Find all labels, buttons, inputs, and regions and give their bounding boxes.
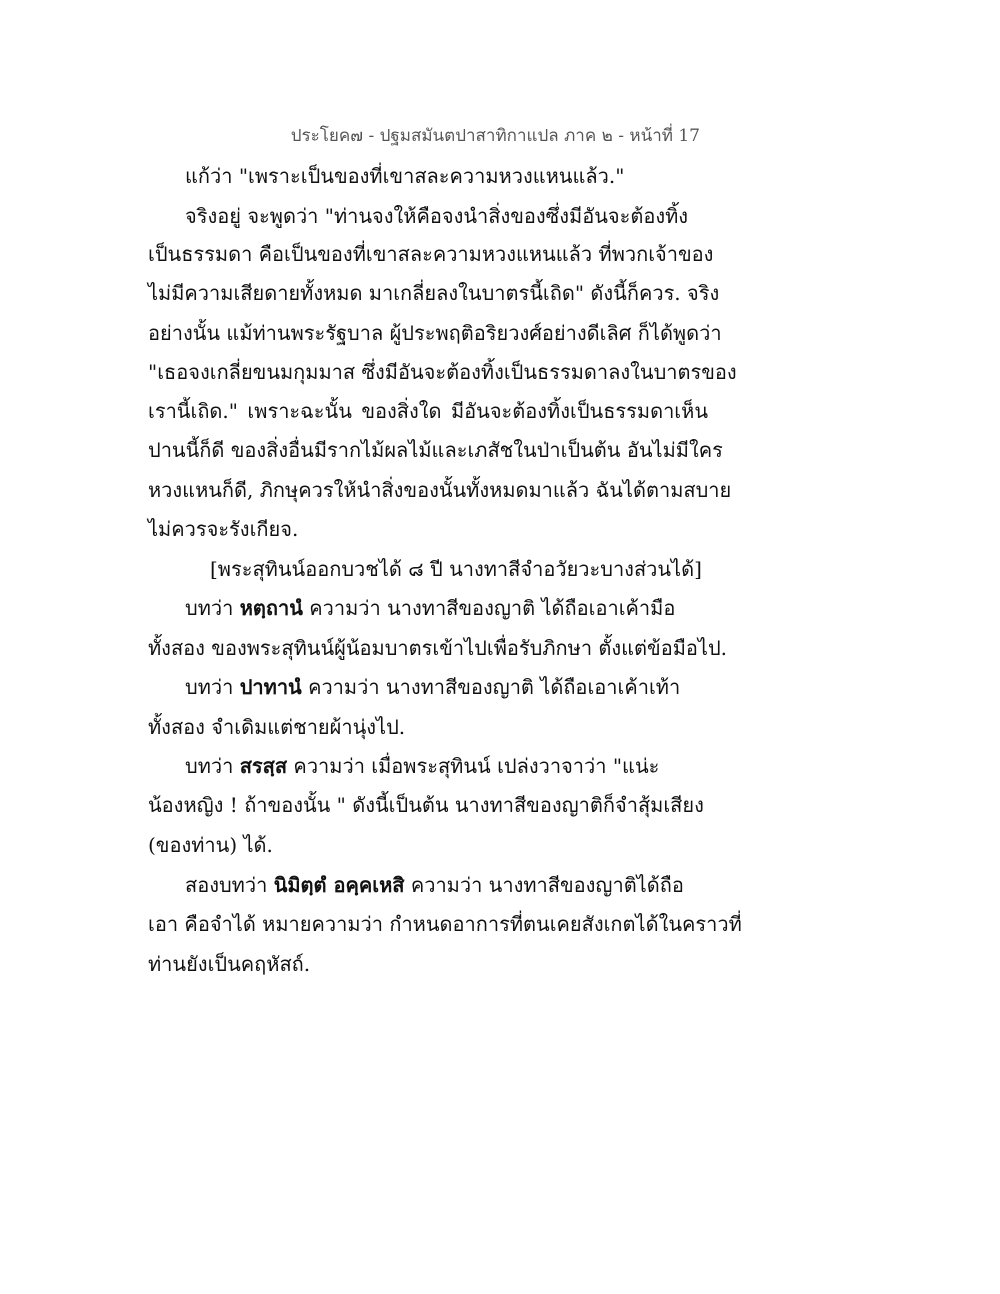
text-line: จริงอยู่ จะพูดว่า "ท่านจงให้คือจงนำสิ่งของซึ่งมีอันจะต้องทิ้ง [185,204,689,228]
text-line: แก้ว่า "เพราะเป็นของที่เขาสละความหวงแหนแล้ว." [185,164,625,188]
section-heading: [พระสุทินน์ออกบวชได้ ๘ ปี นางทาสีจำอวัยวะบางส่วนได้] [210,557,702,581]
term-prefix: บทว่า [185,596,240,620]
text-line: เอา คือจำได้ หมายความว่า กำหนดอาการที่ตนเคยสังเกตได้ในคราวที่ [148,912,742,936]
term-gloss: ความว่า เมื่อพระสุทินน์ เปล่งวาจาว่า "แน่ะ [287,754,660,778]
text-line: เรานี้เถิด." เพราะฉะนั้น ของสิ่งใด มีอันจะต้องทิ้งเป็นธรรมดาเห็น [148,399,708,423]
text-line: ท่านยังเป็นคฤหัสถ์. [148,952,311,976]
text-line: เป็นธรรมดา คือเป็นของที่เขาสละความหวงแหนแล้ว ที่พวกเจ้าของ [148,242,714,266]
text-line: ไม่ควรจะรังเกียจ. [148,517,299,541]
pali-term: หตฺถานํ [239,596,303,620]
term-gloss: ความว่า นางทาสีของญาติ ได้ถือเอาเค้ามือ [302,596,676,620]
term-prefix: สองบทว่า [185,873,274,897]
term-entry [185,672,745,702]
text-line: ทั้งสอง ของพระสุทินน์ผู้น้อมบาตรเข้าไปเพื่อรับภิกษา ตั้งแต่ข้อมือไป. [148,636,728,660]
page-header: ประโยค๗ - ปฐมสมันตปาสาทิกาแปล ภาค ๒ - หน้าที่ 17 [290,126,700,146]
text-line: หวงแหนก็ดี, ภิกษุควรให้นำสิ่งของนั้นทั้งหมดมาแล้ว ฉันได้ตามสบาย [148,478,732,502]
pali-term: สรสฺส [239,754,288,778]
text-line: "เธอจงเกลี่ยขนมกุมมาส ซึ่งมีอันจะต้องทิ้งเป็นธรรมดาลงในบาตรของ [148,360,737,384]
term-entry [185,751,745,781]
term-prefix: บทว่า [185,675,240,699]
text-line: น้องหญิง ! ถ้าของนั้น " ดังนี้เป็นต้น นางทาสีของญาติก็จำสุ้มเสียง [148,793,704,817]
term-prefix: บทว่า [185,754,240,778]
pali-term: ปาทานํ [239,675,302,699]
term-entry [185,593,745,623]
term-gloss: ความว่า นางทาสีของญาติได้ถือ [404,873,684,897]
pali-term: นิมิตฺตํ อคฺคเหสิ [273,873,405,897]
text-line: (ของท่าน) ได้. [148,833,273,857]
text-line: อย่างนั้น แม้ท่านพระรัฐบาล ผู้ประพฤติอริยวงศ์อย่างดีเลิศ ก็ได้พูดว่า [148,321,722,345]
text-line: ไม่มีความเสียดายทั้งหมด มาเกลี่ยลงในบาตรนี้เถิด" ดังนี้ก็ควร. จริง [148,281,720,305]
text-line: ปานนี้ก็ดี ของสิ่งอื่นมีรากไม้ผลไม้และเภสัชในป่าเป็นต้น อันไม่มีใคร [148,438,723,462]
term-entry [185,870,745,900]
text-line: ทั้งสอง จำเดิมแต่ชายผ้านุ่งไป. [148,715,406,739]
term-gloss: ความว่า นางทาสีของญาติ ได้ถือเอาเค้าเท้า [301,675,681,699]
